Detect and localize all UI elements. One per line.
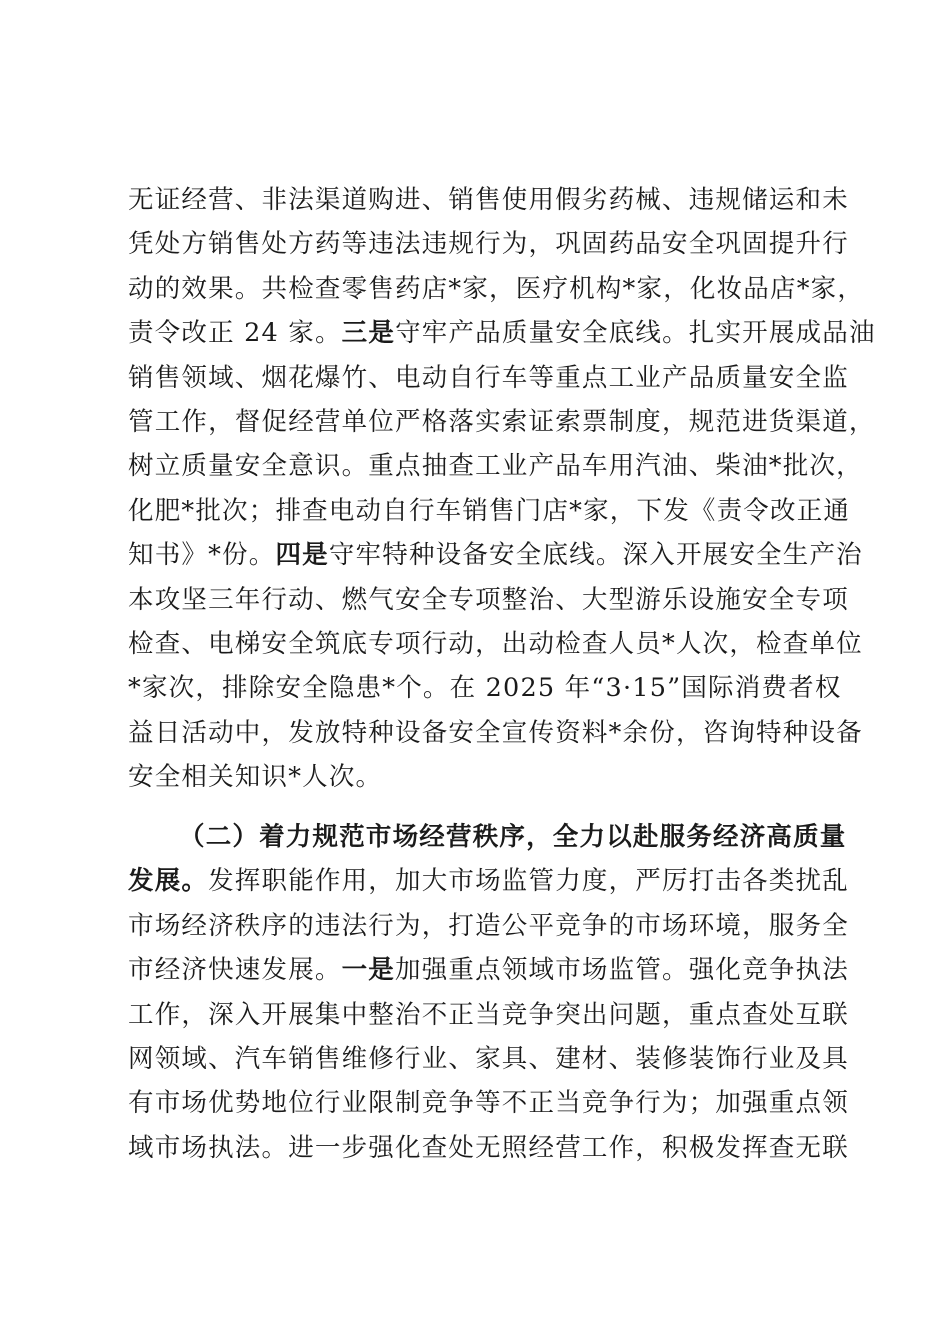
emphasis-label: 发展。 — [128, 866, 209, 897]
paragraph-market-order — [128, 815, 849, 1170]
text-line: 发展。发挥职能作用，加大市场监管力度，严厉打击各类扰乱 — [128, 866, 849, 897]
section-heading: （二）着力规范市场经营秩序，全力以赴服务经济高质量 — [179, 822, 847, 852]
paragraph-product-safety — [128, 178, 876, 799]
text-line: 化肥*批次；排查电动自行车销售门店*家，下发《责令改正通 — [128, 495, 851, 526]
text-line: 益日活动中，发放特种设备安全宣传资料*余份，咨询特种设备 — [128, 717, 863, 748]
text-line: 管工作，督促经营单位严格落实索证索票制度，规范进货渠道， — [128, 406, 876, 437]
text-line: 无证经营、非法渠道购进、销售使用假劣药械、违规储运和未 — [128, 185, 849, 215]
emphasis-label: 四是 — [275, 540, 329, 571]
text-line: 网领域、汽车销售维修行业、家具、建材、装修装饰行业及具 — [128, 1043, 849, 1074]
text-line: 动的效果。共检查零售药店*家，医疗机构*家，化妆品店*家， — [128, 273, 865, 304]
text-line: 本攻坚三年行动、燃气安全专项整治、大型游乐设施安全专项 — [128, 584, 849, 615]
emphasis-label: 一是 — [341, 955, 396, 986]
text-line: 检查、电梯安全筑底专项行动，出动检查人员*人次，检查单位 — [128, 628, 863, 659]
text-line: 有市场优势地位行业限制竞争等不正当竞争行为；加强重点领 — [128, 1088, 849, 1119]
text-line: 域市场执法。进一步强化查处无照经营工作，积极发挥查无联 — [128, 1132, 849, 1163]
text-line: 凭处方销售处方药等违法违规行为，巩固药品安全巩固提升行 — [128, 229, 849, 260]
text-line: 市经济快速发展。一是加强重点领域市场监管。强化竞争执法 — [128, 955, 849, 986]
text-line: 安全相关知识*人次。 — [128, 762, 383, 793]
emphasis-label: 三是 — [341, 318, 396, 349]
text-line: 知书》*份。四是守牢特种设备安全底线。深入开展安全生产治 — [128, 540, 863, 571]
text-line: 工作，深入开展集中整治不正当竞争突出问题，重点查处互联 — [128, 999, 849, 1030]
text-line: 市场经济秩序的违法行为，打造公平竞争的市场环境，服务全 — [128, 910, 849, 941]
text-line: 销售领域、烟花爆竹、电动自行车等重点工业产品质量安全监 — [128, 362, 849, 393]
text-line: 责令改正 24 家。三是守牢产品质量安全底线。扎实开展成品油 — [128, 318, 876, 349]
text-line: 树立质量安全意识。重点抽查工业产品车用汽油、柴油*批次， — [128, 451, 863, 482]
text-line: *家次，排除安全隐患*个。在 2025 年“3·15”国际消费者权 — [128, 673, 842, 704]
